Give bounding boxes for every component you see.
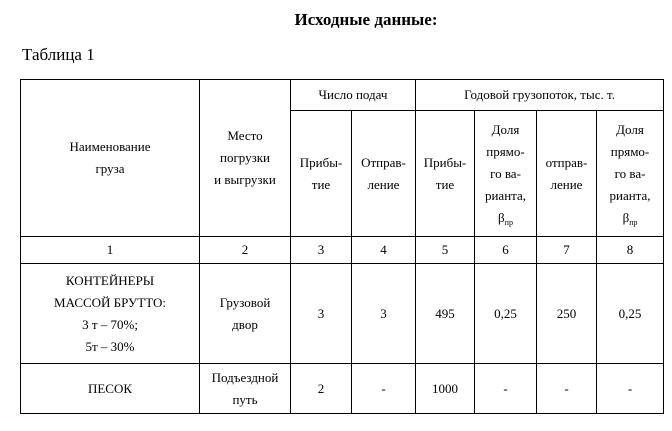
cell-arrival-share: - [475, 364, 537, 414]
column-number: 4 [352, 237, 416, 264]
cell-flow-arrival: 495 [416, 264, 475, 364]
cell-flow-departure: - [537, 364, 597, 414]
cell-submissions-arrival: 3 [291, 264, 352, 364]
cell-submissions-arrival: 2 [291, 364, 352, 414]
cell-flow-departure: 250 [537, 264, 597, 364]
beta-symbol: β [498, 209, 505, 225]
column-number: 3 [291, 237, 352, 264]
header-flow-arrival: Прибы- тие [416, 111, 475, 237]
cell-location: Подъездной путь [200, 364, 291, 414]
column-number: 6 [475, 237, 537, 264]
header-submissions-arrival: Прибы- тие [291, 111, 352, 237]
cell-departure-share: - [597, 364, 664, 414]
column-number: 8 [597, 237, 664, 264]
column-number: 5 [416, 237, 475, 264]
beta-symbol: β [622, 209, 630, 225]
source-data-table [20, 79, 664, 414]
cell-submissions-departure: 3 [352, 264, 416, 364]
column-number: 2 [200, 237, 291, 264]
header-flow-arrival-share-label: Доля прямо- го ва- рианта, [484, 121, 527, 203]
column-number: 7 [537, 237, 597, 264]
beta-subscript: пр [504, 217, 513, 227]
table-row [21, 364, 664, 414]
beta-subscript: пр [629, 217, 638, 227]
cell-departure-share: 0,25 [597, 264, 664, 364]
header-cargo-name: Наименование груза [21, 80, 200, 237]
column-number-row [21, 237, 664, 264]
header-flow-arrival-share [475, 111, 537, 237]
header-flow-departure-share-label: Доля прямо- го ва- рианта, [609, 121, 651, 203]
header-annual-flow: Годовой грузопоток, тыс. т. [416, 80, 664, 111]
cell-flow-arrival: 1000 [416, 364, 475, 414]
cell-submissions-departure: - [352, 364, 416, 414]
header-location: Место погрузки и выгрузки [200, 80, 291, 237]
header-submissions: Число подач [291, 80, 416, 111]
cell-location: Грузовой двор [200, 264, 291, 364]
cell-arrival-share: 0,25 [475, 264, 537, 364]
page-title: Исходные данные: [294, 10, 438, 29]
header-row-1 [21, 80, 664, 111]
header-submissions-departure: Отправ- ление [352, 111, 416, 237]
table-row [21, 264, 664, 364]
table-caption: Таблица 1 [22, 45, 95, 64]
column-number: 1 [21, 237, 200, 264]
cell-cargo: КОНТЕЙНЕРЫ МАССОЙ БРУТТО: 3 т – 70%; 5т – 30% [21, 264, 200, 364]
header-flow-departure-share [597, 111, 664, 237]
cell-cargo: ПЕСОК [21, 364, 200, 414]
header-flow-departure: отправ- ление [537, 111, 597, 237]
